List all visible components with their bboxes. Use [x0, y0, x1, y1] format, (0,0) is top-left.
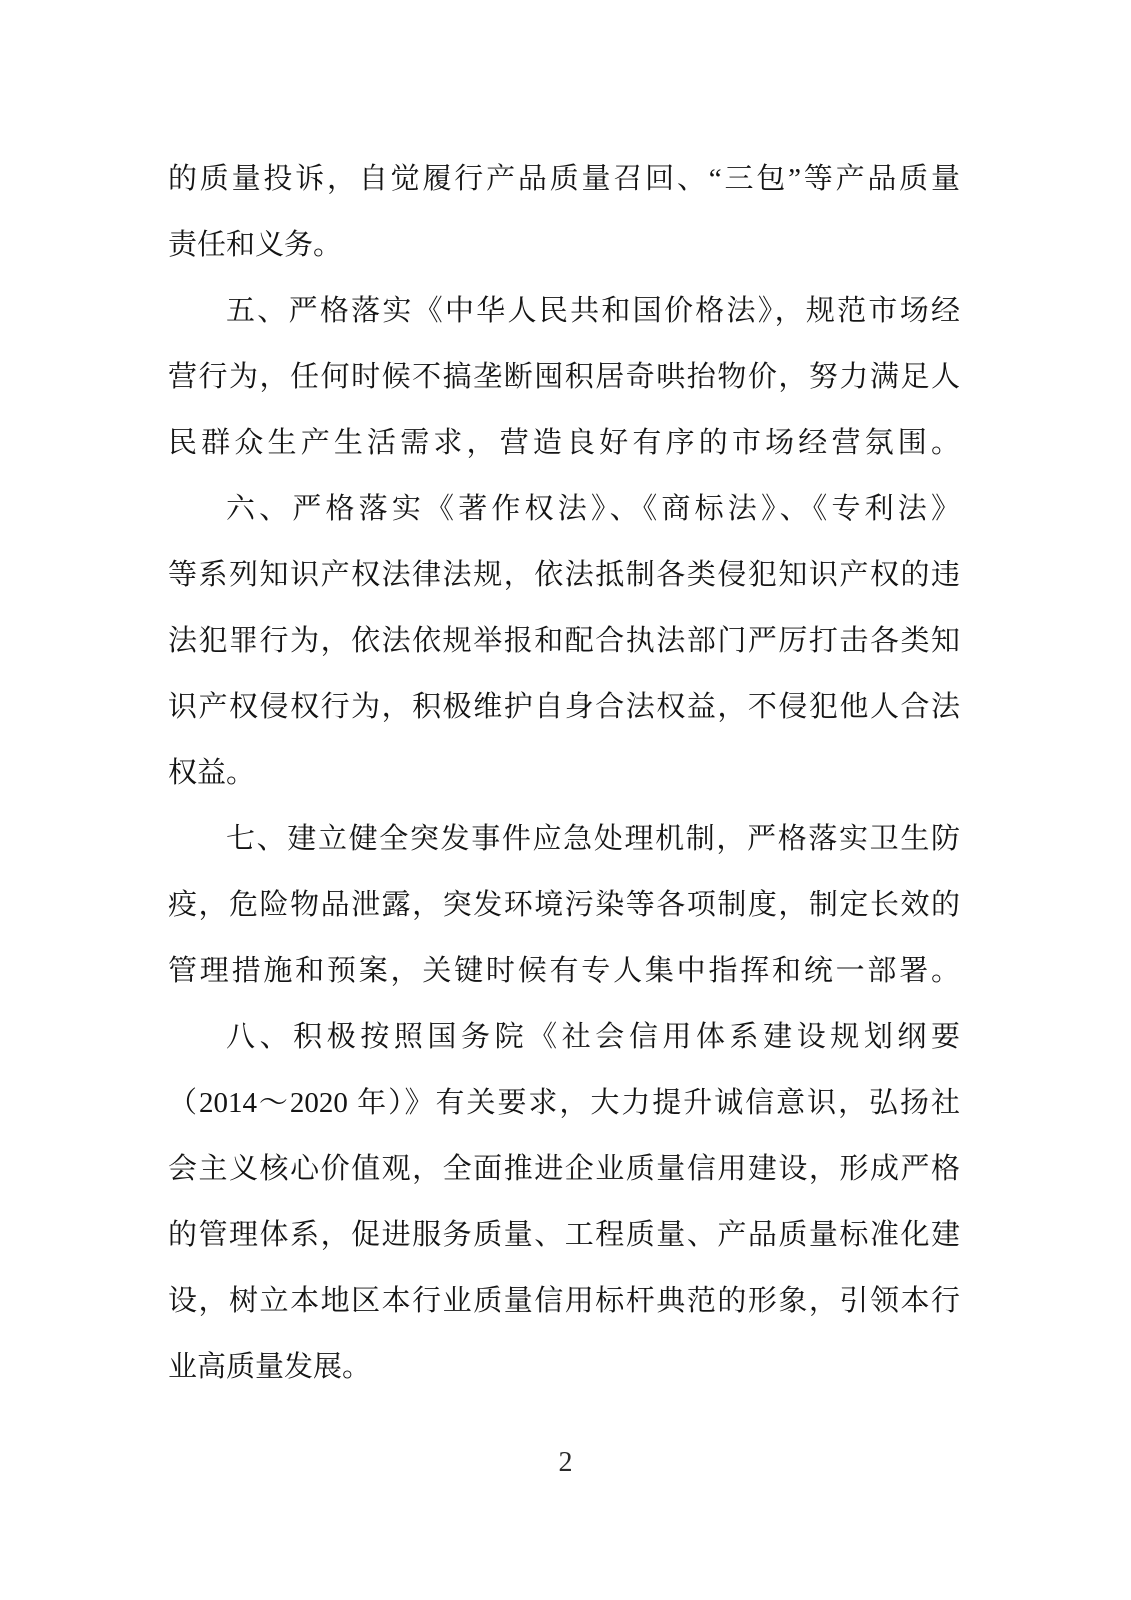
document-line: 设，树立本地区本行业质量信用标杆典范的形象，引领本行 [168, 1285, 960, 1317]
document-line: 法犯罪行为，依法依规举报和配合执法部门严厉打击各类知 [168, 625, 960, 657]
document-line: 的质量投诉，自觉履行产品质量召回、“三包”等产品质量 [168, 163, 960, 195]
document-line: 八、积极按照国务院《社会信用体系建设规划纲要 [226, 1021, 960, 1053]
document-body [168, 146, 960, 1400]
document-line: 管理措施和预案，关键时候有专人集中指挥和统一部署。 [168, 955, 960, 987]
document-line: 会主义核心价值观，全面推进企业质量信用建设，形成严格 [168, 1153, 960, 1185]
document-line: 的管理体系，促进服务质量、工程质量、产品质量标准化建 [168, 1219, 960, 1251]
document-line: 权益。 [168, 757, 256, 789]
document-line: 疫，危险物品泄露，突发环境污染等各项制度，制定长效的 [168, 889, 960, 921]
document-line: 六、严格落实《著作权法》、《商标法》、《专利法》 [226, 493, 960, 525]
document-line: 责任和义务。 [168, 229, 343, 261]
document-line: 民群众生产生活需求，营造良好有序的市场经营氛围。 [168, 427, 960, 459]
document-line: 识产权侵权行为，积极维护自身合法权益，不侵犯他人合法 [168, 691, 960, 723]
document-line: 营行为，任何时候不搞垄断囤积居奇哄抬物价，努力满足人 [168, 361, 960, 393]
document-line: 七、建立健全突发事件应急处理机制，严格落实卫生防 [226, 823, 960, 855]
document-line: 业高质量发展。 [168, 1351, 372, 1383]
page-number: 2 [558, 1447, 573, 1478]
document-line: 五、严格落实《中华人民共和国价格法》，规范市场经 [226, 295, 960, 327]
document-line: （2014～2020 年）》有关要求，大力提升诚信意识，弘扬社 [168, 1087, 960, 1119]
document-line: 等系列知识产权法律法规，依法抵制各类侵犯知识产权的违 [168, 559, 960, 591]
